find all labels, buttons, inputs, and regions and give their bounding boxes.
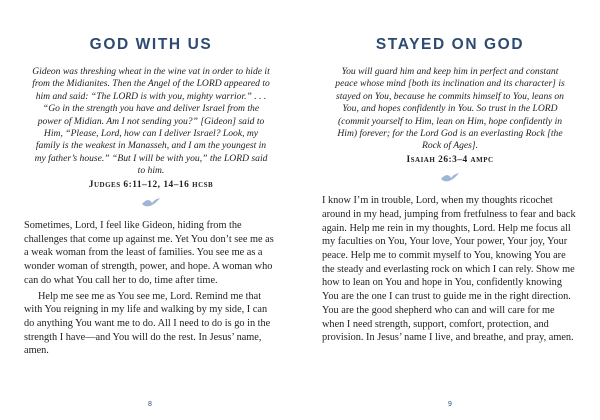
left-scripture-text: Gideon was threshing wheat in the wine vat in order to hide it from the Midianites. Then the Angel of the LORD appeared to him and said: “The LORD is with you, mighty warrior.” . . . “Go in the strength you have and deliver Israel from the power of Midian. Am I not sending you?” [Gideon] said to Him, “Please, Lord, how can I deliver Israel? Look, my family is the weakest in Manasseh, and I am the youngest in my father’s house.” “But I will be with you,” the LORD said to him. <box>32 66 270 177</box>
left-scripture-reference: Judges 6:11–12, 14–16 hcsb <box>88 179 214 190</box>
left-paragraph-1: Sometimes, Lord, I feel like Gideon, hiding from the challenges that come up against me. Yet You don’t see me as a weak woman from the least of families. You see me as a wonder woman of strength, power, and hope. A woman who can do what You call her to do, time after time. <box>24 220 274 286</box>
right-scripture-reference: Isaiah 26:3–4 ampc <box>406 154 494 165</box>
right-paragraph-1: I know I’m in trouble, Lord, when my thoughts ricochet around in my head, jumping from fretfulness to fear and back again. Help me rein in my thoughts, Lord. Help me focus all my faculties on You, Your love, Your power, Your joy, Your peace. Help me to commit myself to You, knowing You are the steady and everlasting rock on which I can rely. Show me how to lean on You and hope in You, confidently knowing You are the one I can trust to guide me in the right direction. You are the good shepherd who can and will care for me when I need strength, support, comfort, protection, and provision. In Jesus’ name I live, and breathe, and pray, amen. <box>322 195 576 344</box>
right-page-title: STAYED ON GOD <box>375 36 525 53</box>
left-scripture-block <box>32 66 270 191</box>
right-scripture-block <box>330 66 570 166</box>
right-page <box>300 0 600 420</box>
left-prayer-body <box>24 219 278 358</box>
right-page-number: 9 <box>448 401 452 408</box>
right-scripture-text: You will guard him and keep him in perfect and constant peace whose mind [both its inclination and its character] is stayed on You, because he commits himself to You, leans on You, and hopes confidently in You. So trust in the LORD (commit yourself to Him, lean on Him, hope confidently in Him) forever; for the Lord God is an everlasting Rock [the Rock of Ages]. <box>335 66 565 152</box>
dove-icon <box>141 197 161 209</box>
right-prayer-body <box>322 194 578 345</box>
left-paragraph-2: Help me see me as You see me, Lord. Remind me that with You reigning in my life and walking by my side, I can do anything You want me to do. All I need to do is go in the strength I have—and You will do the rest. In Jesus’ name, amen. <box>24 290 271 357</box>
dove-icon <box>440 172 460 184</box>
left-page-number: 8 <box>148 401 152 408</box>
left-page-title: GOD WITH US <box>89 36 213 53</box>
